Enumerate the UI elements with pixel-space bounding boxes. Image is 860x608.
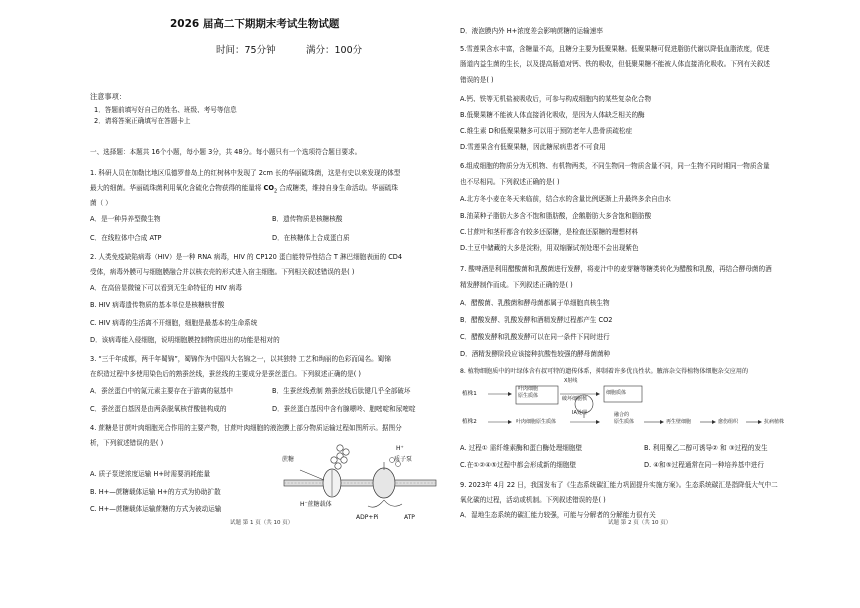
- q4-stem-line1: 4. 蔗糖是甘蔗叶肉细胞光合作用的主要产物，甘蔗叶肉细胞的液泡膜上部分物质运输过程如图所示。据图分: [90, 424, 402, 432]
- q9-option-a: A．湿地生态系统的碳汇能力较强，可能与分解者的分解能力很有关: [460, 511, 656, 519]
- sucrose-molecules-icon: [331, 445, 349, 469]
- q2-option-d: D．该病毒能入侵细胞，说明细胞膜控制物质进出的功能是相对的: [90, 336, 280, 344]
- note-1: 1．答题前填写好自己的姓名、班级、考号等信息: [94, 106, 237, 114]
- fig-plant-1: 植株1: [462, 391, 477, 397]
- q1-option-d: D．在核糖体上合成蛋白质: [272, 234, 350, 242]
- q2-stem-line2: 受体，病毒外膜可与细胞膜融合并以核衣壳的形式进入宿主细胞。下列相关叙述错误的是( ): [90, 268, 355, 276]
- q1-stem-line2: 最大的细菌。华丽硫珠菌利用氧化含硫化合物获得的能量将 $CO_2$ 合成糖类，维持自身生命活动。华丽硫珠: [90, 184, 398, 195]
- q3-option-a: A．蚕丝蛋白中的氮元素主要存在于游离的氨基中: [90, 387, 233, 395]
- fig-regen-wall: 再生壁细胞: [666, 419, 692, 425]
- q3-option-d: D．蚕丝蛋白基因中含有腺嘌呤、胞嘧啶和尿嘧啶: [272, 405, 416, 413]
- q5-option-d: D.雪莲果含有低聚果糖，因此糖尿病患者不可食用: [460, 143, 606, 151]
- q7-option-a: A．醋酸菌、乳酸菌和酵母菌都属于单细胞真核生物: [460, 299, 610, 307]
- q4-option-c: C. H+—蔗糖载体运输蔗糖的方式为被动运输: [90, 505, 222, 513]
- exam-title: 2026 届高二下期期末考试生物试题: [170, 18, 340, 30]
- q8-option-b: B. 利用聚乙二醇可诱导② 和 ③过程的发生: [644, 444, 768, 452]
- q5-stem-line1: 5.雪莲果含水丰富，含糖量不高，且糖分主要为低聚果糖。低聚果糖可促进脂肪代谢以降低血脂浓度，促进: [460, 45, 770, 53]
- q4-stem-line2: 析，下列叙述错误的是( ): [90, 439, 164, 447]
- q7-option-d: D．酒精发酵阶段应该接种抗酸性较强的酵母菌菌种: [460, 350, 611, 358]
- q8-stem-line1: 8. 植物细胞质中的叶绿体含有叔可特的遗传体系，抑制着许多优良性状。腋溶杂交得植物体细胞杂交应用的: [460, 368, 749, 375]
- fig-label-sucrose: 蔗糖: [282, 456, 295, 463]
- page-2: [460, 0, 824, 608]
- fig-fused-2: 原生质体: [614, 419, 635, 425]
- q2-stem-line1: 2. 人类免疫缺陷病毒（HIV）是一种 RNA 病毒，HIV 的 CP120 蛋白能特异性结合 T 淋巴细胞表面的 CD4: [90, 253, 403, 261]
- q8-option-c: C.在①②④⑤过程中都会形成新的细胞壁: [460, 461, 577, 469]
- q3-stem-line2: 在织造过程中多使用染色后的熟蚕丝线，蚕丝线的主要成分是蚕丝蛋白。下列叙述正确的是( ): [90, 370, 361, 378]
- fig-break-nucleus: 破坏细胞核: [562, 396, 588, 402]
- q6-stem-line1: 6.组成细胞的物质分为无机物、有机物两类，不同生物同一物质含量不同，同一生物不同时期同一物质含量: [460, 162, 770, 170]
- fig-cytoplast: 细胞质体: [606, 390, 627, 396]
- fig-plant-2: 植株2: [462, 419, 477, 425]
- fig-xray: X射线: [564, 378, 578, 384]
- q6-option-b: B.油菜种子脂肪大多含不饱和脂肪酸，企鹅脂肪大多含饱和脂肪酸: [460, 212, 652, 220]
- q5-stem-line3: 错误的是( ): [460, 76, 494, 84]
- q4-option-d: D．液泡膜内外 H+浓度差会影响蔗糖的运输速率: [460, 27, 603, 35]
- q7-stem-line1: 7. 酸啤酒是利用醋酸菌和乳酸菌进行发酵，将麦汁中的麦芽糖等糖类转化为醋酸和乳酸，再结合酵母菌的酒: [460, 265, 772, 273]
- plant-fusion-figure: [460, 374, 824, 436]
- q1-option-c: C．在线粒体中合成 ATP: [90, 234, 162, 242]
- vacuole-membrane-figure: [280, 440, 440, 524]
- page-2-footer: 试题 第 2 页（共 10 页）: [608, 520, 672, 526]
- q2-option-a: A．在高倍显微镜下可以看到无生命特征的 HIV 病毒: [90, 284, 242, 292]
- q3-option-c: C．蚕丝蛋白基因是由两条脱氧核苷酸链构成的: [90, 405, 227, 413]
- page-1: [84, 0, 436, 608]
- proton-pump-icon: [373, 468, 395, 498]
- fig-leaf-cells: 叶肉细胞: [518, 386, 539, 392]
- q9-stem-line1: 9. 2023年 4月 22 日，我国发布了《生态系统碳汇能力巩固提升实施方案》。生态系统碳汇是指降低大气中二: [460, 481, 778, 489]
- q7-option-c: C．醋酸发酵和乳酸发酵可以在同一条件下同时进行: [460, 333, 610, 341]
- q6-option-d: D.土豆中储藏的大多是淀粉，用双缩脲试剂处理不会出现紫色: [460, 244, 639, 252]
- q3-stem-line1: 3. “三千年成都，两千年蜀锦”，蜀锦作为中国四大名锦之一，以其独特 工艺和绚丽的色彩而闻名。蜀锦: [90, 355, 391, 363]
- q5-option-b: B.低聚果糖不能被人体直接消化吸收，是因为人体缺乏相关的酶: [460, 111, 645, 119]
- fig-resistant-plant: 抗病植株: [764, 419, 785, 425]
- q2-option-b: B. HIV 病毒遗传物质的基本单位是核糖核苷酸: [90, 301, 225, 309]
- fig-label-pump: 质子泵: [394, 456, 413, 463]
- q5-stem-line2: 肠道内益生菌的生长，以及提高肠道对钙、铁的吸收，但低聚果糖不能被人体直接消化吸收。下列有关叙述: [460, 60, 770, 68]
- q1-stem-line3: 菌（ ）: [90, 199, 112, 207]
- fig-label-carrier: H⁻蔗糖载体: [300, 501, 332, 508]
- q4-option-b: B. H+—蔗糖载体运输 H+的方式为协助扩散: [90, 488, 221, 496]
- fig-callus: 愈伤组织: [718, 419, 739, 425]
- q6-stem-line2: 也不尽相同。下列叙述正确的是( ): [460, 178, 560, 186]
- q1-stem-line1: 1. 科研人员在加勒比地区瓜德罗普岛上的红树林中发现了 2cm 长的华丽硫珠菌，这是有史以来发现的体型: [90, 169, 401, 177]
- fig-fused: 融合的: [614, 412, 630, 418]
- notes-heading: 注意事项：: [90, 92, 126, 101]
- q5-option-c: C.维生素 D和低聚果糖多可以用于预防老年人患骨质疏松症: [460, 127, 633, 135]
- fig-label-adp: ADP+Pi: [356, 514, 379, 521]
- section-1-heading: 一、选择题：本题共 16个小题，每小题 3分，共 48分。每小题只有一个选项符合题目要求。: [90, 148, 362, 156]
- fig-leaf-protoplast-2: 叶肉细胞原生质体: [516, 419, 557, 425]
- q7-option-b: B．醋酸发酵、乳酸发酵和酒精发酵过程都产生 CO2: [460, 316, 613, 324]
- q8-option-d: D. ④和⑤过程通常在同一种培养基中进行: [644, 461, 764, 469]
- q5-option-a: A.钙、铁等无机盐被吸收后，可参与构成细胞内的某些复杂化合物: [460, 95, 652, 103]
- q7-stem-line2: 精发酵制作而成。下列叙述正确的是( ): [460, 281, 573, 289]
- q8-option-a: A. 过程① 需纤维素酶和蛋白酶处理细胞壁: [460, 444, 583, 452]
- score-label: 满分：100分: [306, 45, 363, 56]
- page-1-footer: 试题 第 1 页（共 10 页）: [230, 520, 294, 526]
- note-2: 2．请将答案正确填写在答题卡上: [94, 117, 191, 125]
- q1-option-b: B．遗传物质是核糖核酸: [272, 215, 343, 223]
- time-label: 时间：75分钟: [216, 45, 276, 56]
- fig-label-h: H⁺: [396, 445, 404, 452]
- q2-option-c: C. HIV 病毒的生活离不开细胞，细胞是最基本的生命系统: [90, 319, 258, 327]
- fig-label-atp: ATP: [404, 514, 415, 521]
- fig-leaf-protoplast: 原生质体: [518, 393, 539, 399]
- q6-option-a: A.北方冬小麦在冬天来临前，结合水的含量比例逐渐上升最终多余自由水: [460, 195, 671, 203]
- q4-option-a: A. 质子泵逆浓度运输 H+时需要消耗能量: [90, 470, 211, 478]
- q3-option-b: B．生蚕丝线煮制 熟蚕丝线后肽键几乎全部破坏: [272, 387, 411, 395]
- q1-option-a: A．是一种异养型微生物: [90, 215, 161, 223]
- q9-stem-line2: 氧化碳的过程，活动或机制。下列叙述错误的是( ): [460, 496, 606, 504]
- q6-option-c: C.甘蔗叶和茎秆都含有较多还原糖，是检查还原糖的理想材料: [460, 228, 639, 236]
- fig-ia: IA处理: [572, 410, 587, 416]
